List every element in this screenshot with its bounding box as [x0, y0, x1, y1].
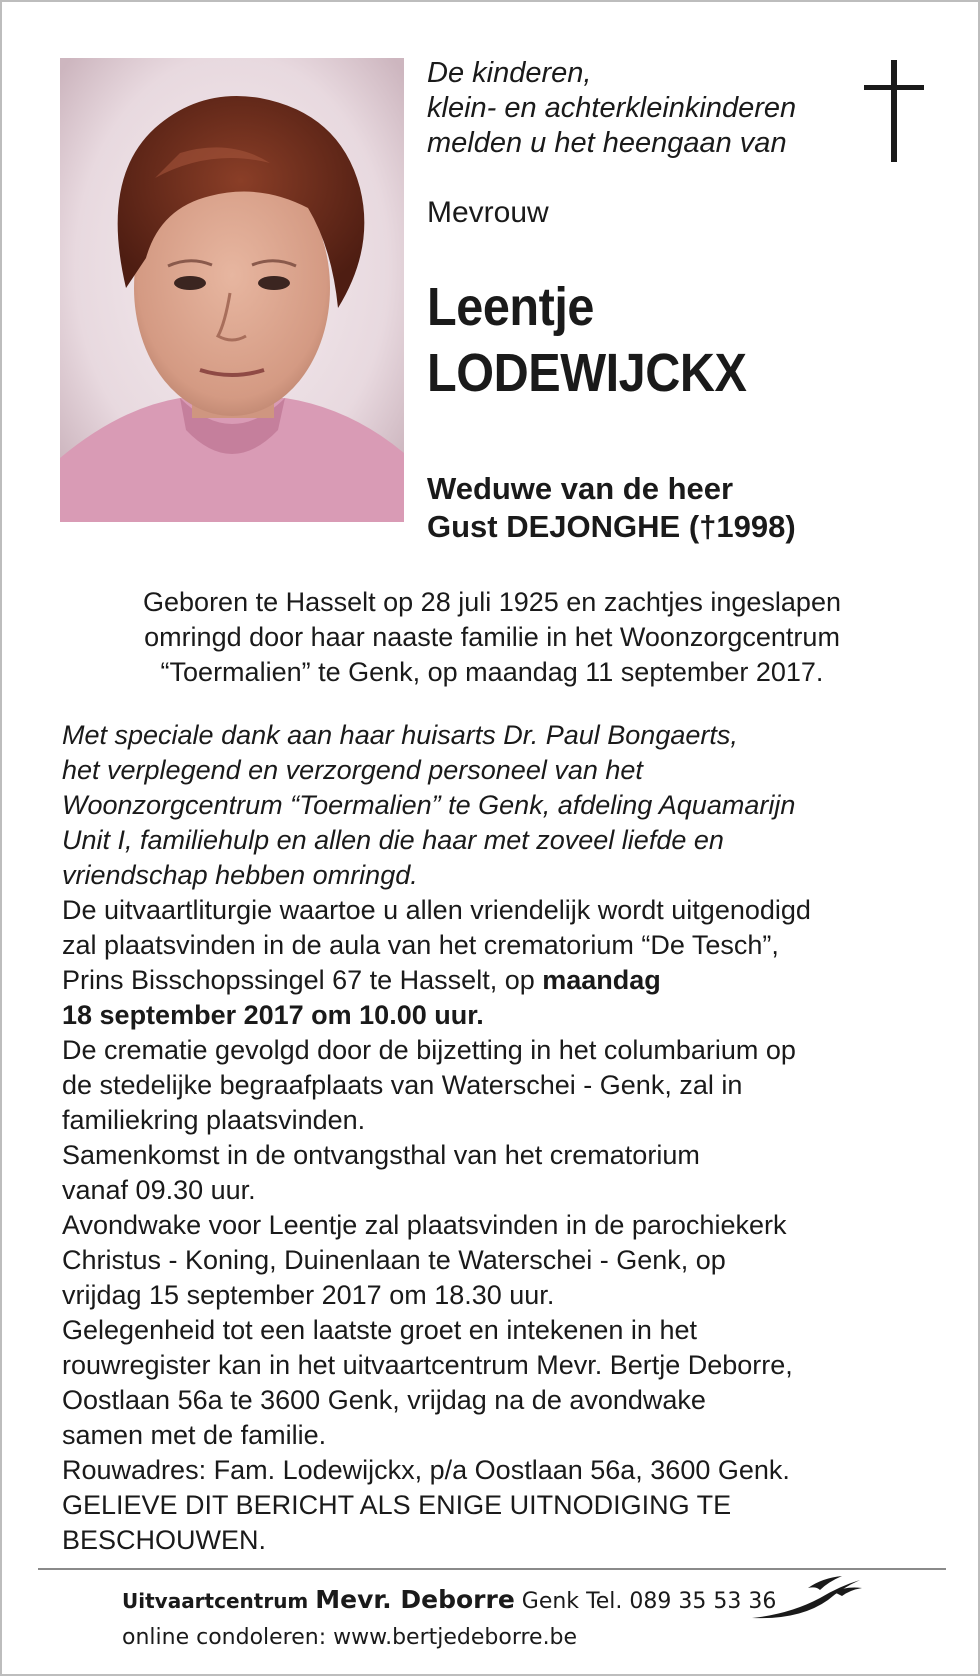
info-line: familiekring plaatsvinden.	[62, 1105, 366, 1135]
info-line: Avondwake voor Leentje zal plaatsvinden in de parochiekerk	[62, 1210, 787, 1240]
footer-city: Genk	[521, 1589, 580, 1614]
info-line: samen met de familie.	[62, 1420, 327, 1450]
birth-death-paragraph	[42, 585, 942, 690]
spouse-line: Weduwe van de heer	[427, 471, 734, 506]
funeral-line: De uitvaartliturgie waartoe u allen vriendelijk wordt uitgenodigd	[62, 895, 811, 925]
portrait-photo	[60, 58, 404, 522]
intro-text	[427, 56, 847, 161]
footer-name: Mevr. Deborre	[315, 1585, 515, 1614]
born-line: omringd door haar naaste familie in het Woonzorgcentrum	[144, 622, 840, 652]
info-line: Christus - Koning, Duinenlaan te Waterschei - Genk, op	[62, 1245, 726, 1275]
spouse-info	[427, 470, 796, 546]
footer-brand: Uitvaartcentrum	[122, 1589, 309, 1613]
info-line: BESCHOUWEN.	[62, 1525, 267, 1555]
info-line: De crematie gevolgd door de bijzetting in het columbarium op	[62, 1035, 796, 1065]
funeral-address: Prins Bisschopssingel 67 te Hasselt, op	[62, 965, 543, 995]
thanks-line: Woonzorgcentrum “Toermalien” te Genk, afdeling Aquamarijn	[62, 790, 796, 820]
spouse-line: Gust DEJONGHE (†1998)	[427, 509, 796, 544]
intro-line: klein- en achterkleinkinderen	[427, 92, 797, 124]
info-line: GELIEVE DIT BERICHT ALS ENIGE UITNODIGING TE	[62, 1490, 732, 1520]
thanks-line: vriendschap hebben omringd.	[62, 860, 418, 890]
born-line: “Toermalien” te Genk, op maandag 11 september 2017.	[160, 657, 824, 687]
info-line: Samenkomst in de ontvangsthal van het crematorium	[62, 1140, 700, 1170]
footer-contact	[122, 1582, 776, 1620]
intro-line: De kinderen,	[427, 57, 592, 89]
info-line: rouwregister kan in het uitvaartcentrum Mevr. Bertje Deborre,	[62, 1350, 793, 1380]
info-line: Gelegenheid tot een laatste groet en intekenen in het	[62, 1315, 697, 1345]
footer-online-link[interactable]: online condoleren: www.bertjedeborre.be	[122, 1625, 578, 1650]
info-line: Rouwadres: Fam. Lodewijckx, p/a Oostlaan 56a, 3600 Genk.	[62, 1455, 790, 1485]
born-line: Geboren te Hasselt op 28 juli 1925 en zachtjes ingeslapen	[143, 587, 841, 617]
cross-icon	[864, 60, 924, 162]
funeral-day: maandag	[542, 965, 661, 995]
thanks-line: Met speciale dank aan haar huisarts Dr. Paul Bongaerts,	[62, 720, 738, 750]
info-line: vrijdag 15 september 2017 om 18.30 uur.	[62, 1280, 555, 1310]
funeral-datetime: 18 september 2017 om 10.00 uur.	[62, 1000, 484, 1030]
salutation: Mevrouw	[427, 196, 549, 229]
info-line: Oostlaan 56a te 3600 Genk, vrijdag na de avondwake	[62, 1385, 706, 1415]
intro-line: melden u het heengaan van	[427, 127, 787, 159]
thanks-line: Unit I, familiehulp en allen die haar met zoveel liefde en	[62, 825, 724, 855]
funeral-line	[62, 963, 942, 998]
bird-logo-icon	[750, 1574, 868, 1622]
info-line: vanaf 09.30 uur.	[62, 1175, 256, 1205]
first-name: Leentje	[427, 277, 595, 337]
last-name: LODEWIJCKX	[427, 343, 747, 403]
thanks-line: het verplegend en verzorgend personeel van het	[62, 755, 643, 785]
funeral-home-footer	[122, 1582, 776, 1656]
footer-divider	[38, 1568, 946, 1570]
info-line: de stedelijke begraafplaats van Waterschei - Genk, zal in	[62, 1070, 743, 1100]
deceased-name	[427, 274, 747, 406]
announcement-body	[62, 718, 942, 1558]
footer-phone: Tel. 089 35 53 36	[586, 1589, 777, 1614]
funeral-line: zal plaatsvinden in de aula van het crematorium “De Tesch”,	[62, 930, 779, 960]
